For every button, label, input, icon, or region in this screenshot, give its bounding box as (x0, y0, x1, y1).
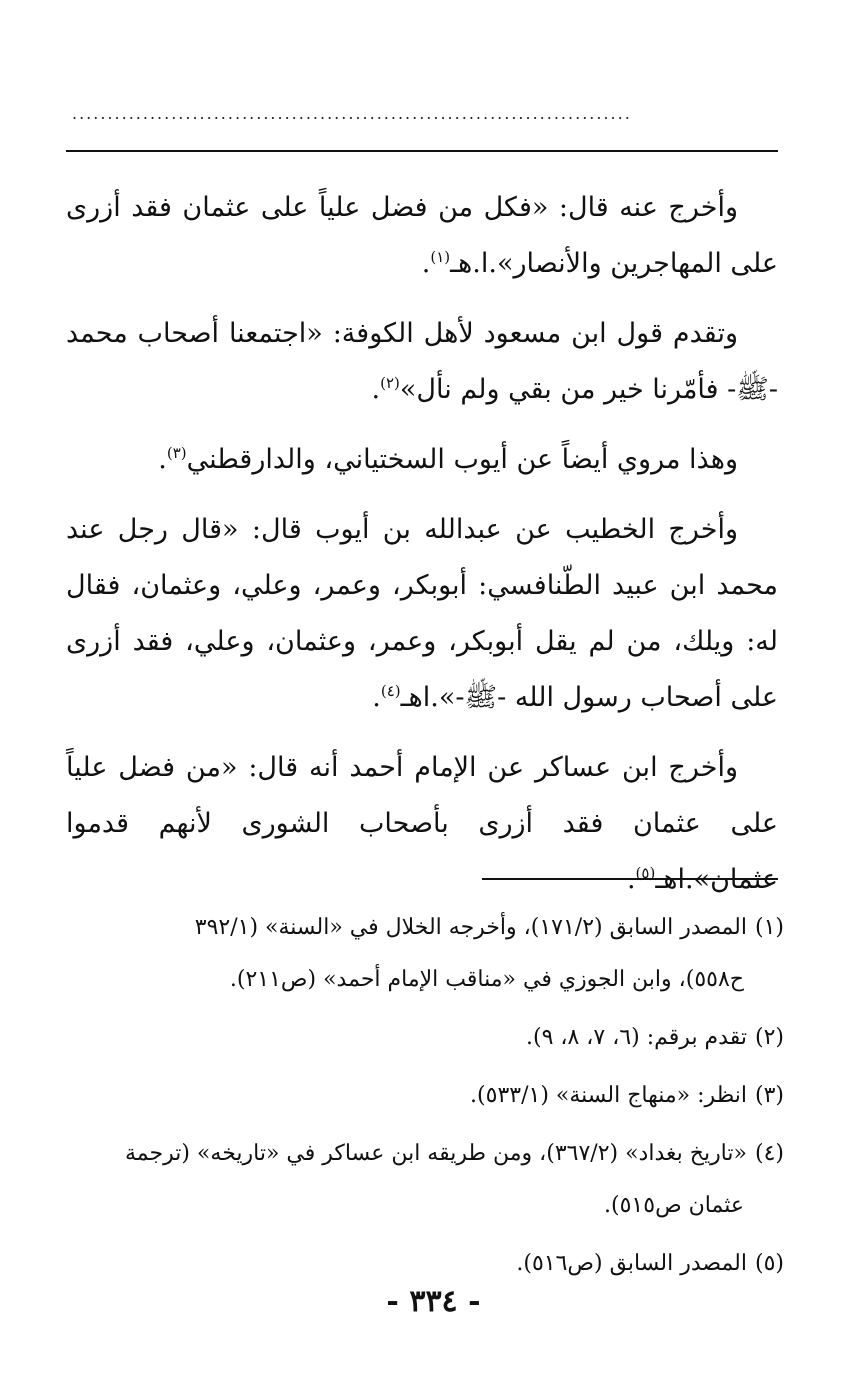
footnote-text: تقدم برقم: (٦، ٧، ٨، ٩). (525, 1025, 747, 1050)
footnote-ref: (٤) (380, 682, 401, 700)
footnote (72, 1128, 784, 1232)
paragraph-end: . (158, 444, 167, 475)
footnote (72, 1070, 784, 1122)
footnotes (72, 902, 784, 1296)
footnote-continuation: عثمان ص٥١٥). (604, 1193, 744, 1218)
footnote-ref: (٥) (635, 864, 656, 882)
paragraph (66, 306, 778, 418)
paragraph-end: . (421, 248, 431, 279)
footnote-number: (١) (754, 915, 784, 940)
footnote-ref: (٣) (166, 444, 187, 462)
footnote-separator (482, 878, 778, 880)
header-rule (66, 150, 778, 152)
main-text (66, 180, 778, 922)
footnote-text: انظر: «منهاج السنة» (٥٣٣/١). (470, 1083, 747, 1108)
paragraph (66, 502, 778, 726)
footnote (72, 902, 784, 1006)
paragraph (66, 432, 778, 488)
paragraph-text: وتقدم قول ابن مسعود لأهل الكوفة: «اجتمعنا أصحاب محمد -ﷺ- فأمّرنا خير من بقي ولم نأل» (66, 318, 778, 405)
footnote-number: (٣) (754, 1083, 784, 1108)
footnote-ref: (١) (430, 248, 451, 266)
paragraph-end: . (372, 682, 381, 713)
footnote-text: المصدر السابق (ص٥١٦). (516, 1251, 747, 1276)
paragraph-text: وهذا مروي أيضاً عن أيوب السختياني، والدارقطني (186, 444, 738, 475)
footnote (72, 1012, 784, 1064)
footnote-ref: (٢) (380, 374, 400, 392)
footnote-continuation: ح٥٥٨)، وابن الجوزي في «مناقب الإمام أحمد» (ص٢١١). (229, 967, 744, 992)
paragraph-end: . (371, 374, 381, 405)
page-number: - ٣٣٤ - (386, 1284, 481, 1319)
paragraph-text: وأخرج ابن عساكر عن الإمام أحمد أنه قال: «من فضل علياً على عثمان فقد أزرى بأصحاب الشورى لأنهم قدموا عثمان».اهـ (66, 752, 778, 895)
footnote-number: (٢) (754, 1025, 784, 1050)
footnote-text: المصدر السابق (١٧١/٢)، وأخرجه الخلال في «السنة» (٣٩٢/١ (194, 915, 747, 940)
paragraph (66, 180, 778, 292)
footnote-number: (٥) (754, 1251, 784, 1276)
paragraph-text: وأخرج عنه قال: «فكل من فضل علياً على عثمان فقد أزرى على المهاجرين والأنصار».ا.هـ (66, 192, 778, 279)
footnote-number: (٤) (754, 1141, 784, 1166)
paragraph-end: . (626, 864, 636, 895)
footnote-text: «تاريخ بغداد» (٣٦٧/٢)، ومن طريقه ابن عساكر في «تاريخه» (ترجمة (124, 1141, 747, 1166)
paragraph (66, 740, 778, 908)
dotted-separator: ............................................................................... (72, 104, 632, 123)
paragraph-text: وأخرج الخطيب عن عبدالله بن أيوب قال: «قال رجل عند محمد ابن عبيد الطّنافسي: أبوبكر، وعمر، وعلي، وعثمان، فقال له: ويلك، من لم يقل أبوبكر، وعمر، وعثمان، وعلي، فقد أزرى على أصحاب رسول الله -ﷺ-».اهـ (66, 514, 779, 713)
footnote (72, 1238, 784, 1290)
